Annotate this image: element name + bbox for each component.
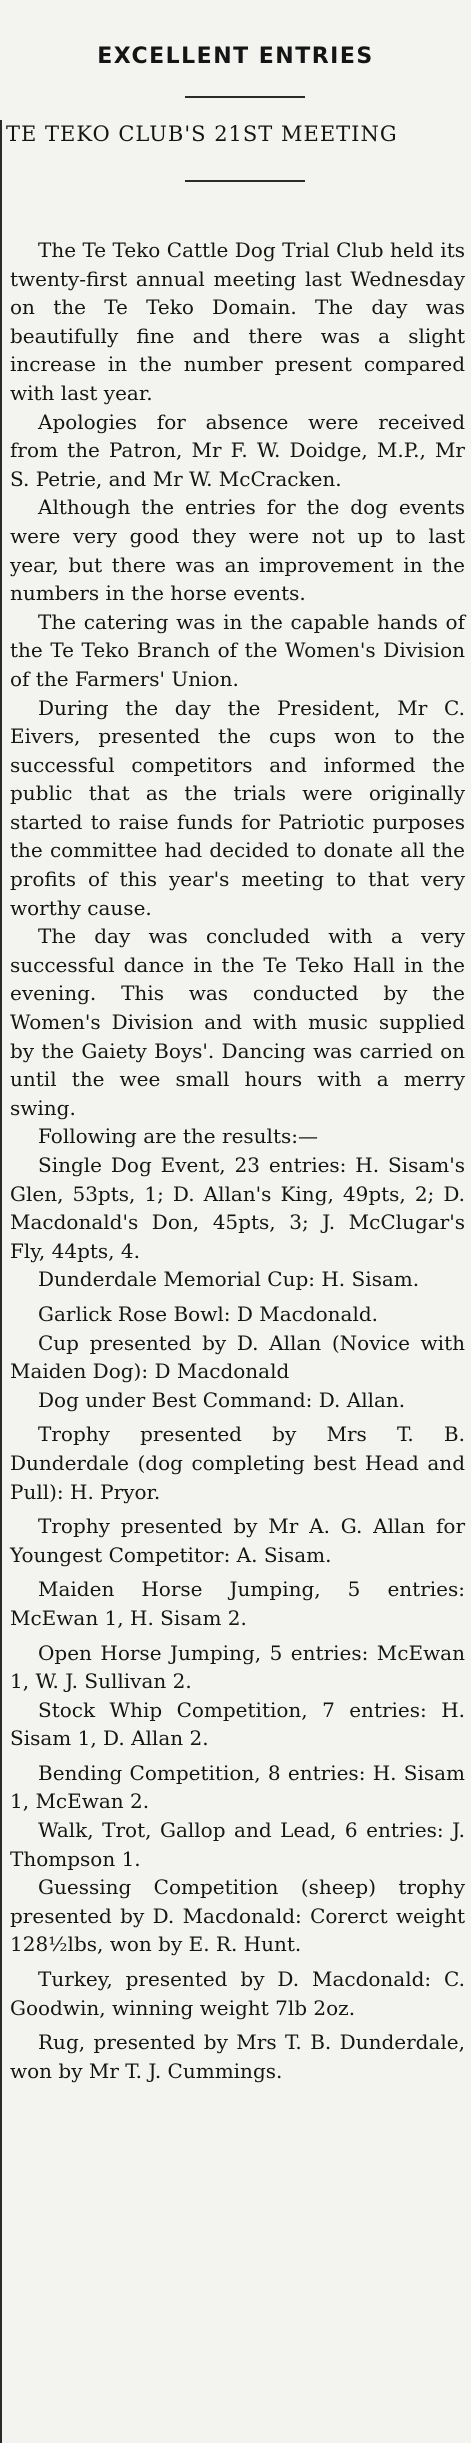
paragraph-entries: Although the entries for the dog events were very good they were not up to last year, but there was an improvement in the numbers in the horse events.: [10, 495, 465, 606]
heading-divider: [185, 96, 305, 98]
paragraph-catering: The catering was in the capable hands of the Te Teko Branch of the Women's Division of the Farmers' Union.: [10, 609, 465, 691]
result-item: Dog under Best Command: D. Allan.: [38, 1387, 406, 1412]
paragraph-intro: The Te Teko Cattle Dog Trial Club held its twenty-first annual meeting last Wednesday on the Te Teko Domain. The day was beautifully fine and there was a slight increase in the number present compared with last year.: [10, 238, 465, 405]
result-item: Turkey, presented by D. Macdonald: C. Goodwin, winning weight 7lb 2oz.: [10, 1967, 465, 2020]
result-item: Walk, Trot, Gallop and Lead, 6 entries: J. Thompson 1.: [10, 1818, 465, 1871]
result-item: Bending Competition, 8 entries: H. Sisam 1, McEwan 2.: [10, 1760, 465, 1814]
result-item: Maiden Horse Jumping, 5 entries: McEwan 1, H. Sisam 2.: [10, 1577, 465, 1630]
title-divider: [185, 180, 305, 182]
paragraph-dance: The day was concluded with a very successful dance in the Te Teko Hall in the evening. This was conducted by the Women's Division and with music supplied by the Gaiety Boys'. Dancing was carried on until the wee small hours with a merry swing.: [10, 924, 465, 1120]
result-item: Single Dog Event, 23 entries: H. Sisam's Glen, 53pts, 1; D. Allan's King, 49pts, 2; D. Macdonald's Don, 45pts, 3; J. McClugar's Fly, 44pts, 4.: [10, 1153, 465, 1263]
result-item: Rug, presented by Mrs T. B. Dunderdale, won by Mr T. J. Cummings.: [10, 2030, 465, 2083]
result-item: Trophy presented by Mrs T. B. Dunderdale (dog completing best Head and Pull): H. Pryor.: [10, 1422, 465, 1504]
result-item: Dunderdale Memorial Cup: H. Sisam.: [38, 1267, 420, 1292]
paragraph-results-intro: Following are the results:—: [38, 1124, 318, 1149]
column-rule: [0, 120, 2, 2443]
result-item: Guessing Competition (sheep) trophy presented by D. Macdonald: Corerct weight 128½lbs, won by E. R. Hunt.: [10, 1875, 465, 1957]
paragraph-apologies: Apologies for absence were received from the Patron, Mr F. W. Doidge, M.P., Mr S. Petrie, and Mr W. McCracken.: [10, 409, 465, 491]
article-title: TE TEKO CLUB'S 21ST MEETING: [6, 122, 398, 146]
result-item: Open Horse Jumping, 5 entries: McEwan 1, W. J. Sullivan 2.: [10, 1640, 465, 1694]
result-item: Trophy presented by Mr A. G. Allan for Youngest Competitor: A. Sisam.: [10, 1514, 465, 1567]
result-item: Garlick Rose Bowl: D Macdonald.: [38, 1301, 379, 1326]
paragraph-president: During the day the President, Mr C. Eivers, presented the cups won to the successful competitors and informed the public that as the trials were originally started to raise funds for Patriotic purposes the committee had decided to donate all the profits of this year's meeting to that very worthy cause.: [10, 695, 465, 920]
result-item: Stock Whip Competition, 7 entries: H. Sisam 1, D. Allan 2.: [10, 1697, 465, 1751]
result-item: Cup presented by D. Allan (Novice with Maiden Dog): D Macdonald: [10, 1330, 465, 1384]
article-body: [10, 236, 465, 2085]
section-heading: EXCELLENT ENTRIES: [97, 44, 374, 69]
